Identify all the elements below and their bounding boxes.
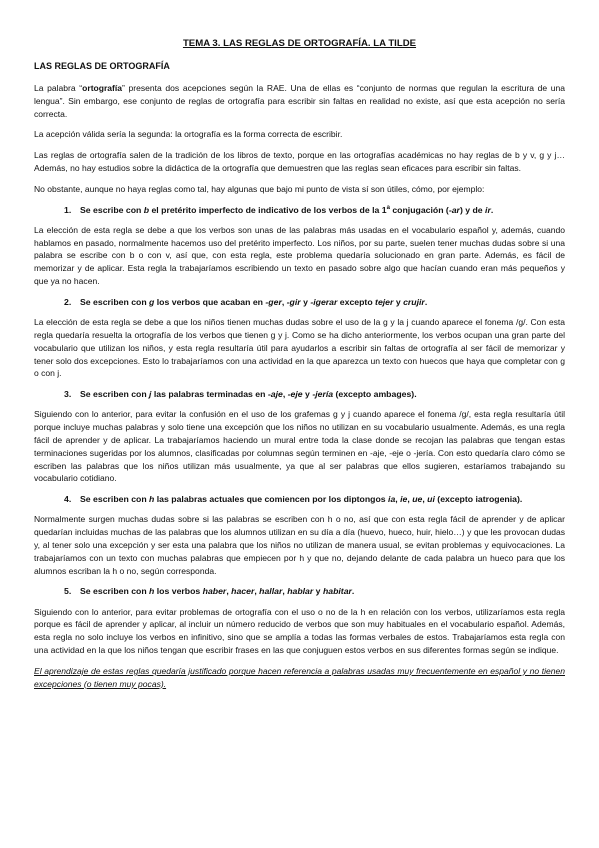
- rule-1-heading: 1. Se escribe con b el pretérito imperfecto de indicativo de los verbos de la 1$^a$ conjugación (-ar) y de ir.: [64, 204, 494, 215]
- rule-5-heading: 5. Se escriben con h los verbos haber, hacer, hallar, hablar y habitar.: [64, 586, 355, 597]
- intro-paragraph-4: No obstante, aunque no haya reglas como tal, hay algunas que bajo mi punto de vista sí son útiles, cómo, por ejemplo:: [34, 183, 485, 194]
- rule-3-body: Siguiendo con lo anterior, para evitar la confusión en el uso de los grafemas g y j cuando aparece el fonema /g/, esta regla resultaría útil porque incluye muchas palabras y solo tiene una excepción que los niños no utilizan en su vocabulario usualmente. Además, es una regla fácil de aprender y de aplicar. La trabajaríamos haciendo un mural entre toda la clase donde se recojan las palabras que tengan estas terminaciones sugeridas por los alumnos, clasificadas por columnas según terminen en -aje, -eje o -jería. Con esto quedaría claro cómo se escriben las palabras que los niños utilizan más usualmente, ya que al ser palabras que ellos sugieren, estaríamos trabajando su vocabulario cotidiano.: [34, 409, 565, 484]
- rule-4-body: Normalmente surgen muchas dudas sobre si las palabras se escriben con h o no, así que con esta regla fácil de aprender y de aplicar quedarían incluidas muchas de las palabras que los alumnos utilizan en su día a día (huevo, hueco, huir, hielo…) y que les provocan dudas y, al tener solo una excepción y ser esta una palabra que los niños no utilizan de manera usual, se evitan problemas y equivocaciones. La trabajaríamos con un texto con muchas palabras que empiecen por h y que no, dejando delante de cada palabra un hueco para que los alumnos escriban la h o no, según corresponda.: [34, 514, 565, 576]
- conclusion: El aprendizaje de estas reglas quedaría justificado porque hacen referencia a palabras usadas muy frecuentemente en español y no tienen excepciones (o tienen muy pocas).: [34, 665, 565, 689]
- intro-paragraph-3: Las reglas de ortografía salen de la tradición de los libros de texto, porque en las ortografías académicas no hay reglas de b y v, g y j… Además, no hay estudios sobre la didáctica de la ortografía que demuestren que las reglas sean eficaces para escribir sin faltas.: [34, 150, 565, 174]
- document-title: TEMA 3. LAS REGLAS DE ORTOGRAFÍA. LA TILDE: [182, 38, 417, 49]
- rule-2-body: La elección de esta regla se debe a que los niños tienen muchas dudas sobre el uso de la g y la j cuando aparece el fonema /g/. Con esta regla quedaría resuelta la ortografía de los verbos que tienen g y j. Como se ha dicho anteriormente, los verbos ocupan una gran parte del vocabulario que utilizan los niños, y esta regla resultaría útil para ayudarlos a escribir sin faltas de ortografía al ser fácil de memorizar y tener solo dos excepciones. Esto lo trabajaríamos con una actividad en la que aparezca un texto con huecos que haya que completar con g o con j.: [34, 317, 565, 379]
- rule-3-heading: 3. Se escriben con j las palabras terminadas en -aje, -eje y -jería (excepto ambages).: [64, 389, 417, 400]
- rule-4-heading: 4. Se escriben con h las palabras actuales que comiencen por los diptongos ia, ie, ue, ui (excepto iatrogenia).: [64, 494, 523, 505]
- rule-5-body: Siguiendo con lo anterior, para evitar problemas de ortografía con el uso o no de la h en relación con los verbos, utilizaríamos esta regla porque es fácil de aprender y aplicar, al incluir un número reducido de verbos que son muy habituales en el vocabulario español. Además, esta regla no solo incluye los verbos en infinitivo, sino que se amplía a todas las formas verbales de estos. Trabajaríamos esta regla con una actividad en la que los niños tengan que escribir frases en las que conjuguen estos verbos en sus diferentes formas según se indique.: [34, 606, 565, 656]
- rule-2-heading: 2. Se escriben con g los verbos que acaban en -ger, -gir y -igerar excepto tejer y crujir.: [64, 296, 428, 307]
- intro-paragraph-2: La acepción válida sería la segunda: la ortografía es la forma correcta de escribir.: [34, 129, 343, 140]
- rule-1-body: La elección de esta regla se debe a que los verbos son unas de las palabras más usadas en el vocabulario español y, además, cuando hablamos en pasado, normalmente hacemos uso del pretérito imperfecto. Los niños, por su parte, suelen tener muchas dudas sobre si una palabra se escribe con b o con v, así que, con esta regla, este problema quedaría solucionado en gran parte. Además, es fácil de memorizar y de aplicar. Esta regla la trabajaríamos escribiendo un texto en pasado sobre algo que hacían cuando eran más pequeños y que ya no hacen.: [34, 224, 565, 287]
- intro-paragraph-1: La palabra “ortografía” presenta dos acepciones según la RAE. Una de ellas es “conjunto de normas que regulan la escritura de una lengua”. Sin embargo, ese conjunto de reglas de ortografía para escribir sin faltas en realidad no existe, así que esta acepción no sería correcta.: [34, 83, 565, 119]
- section-title: LAS REGLAS DE ORTOGRAFÍA: [34, 61, 170, 71]
